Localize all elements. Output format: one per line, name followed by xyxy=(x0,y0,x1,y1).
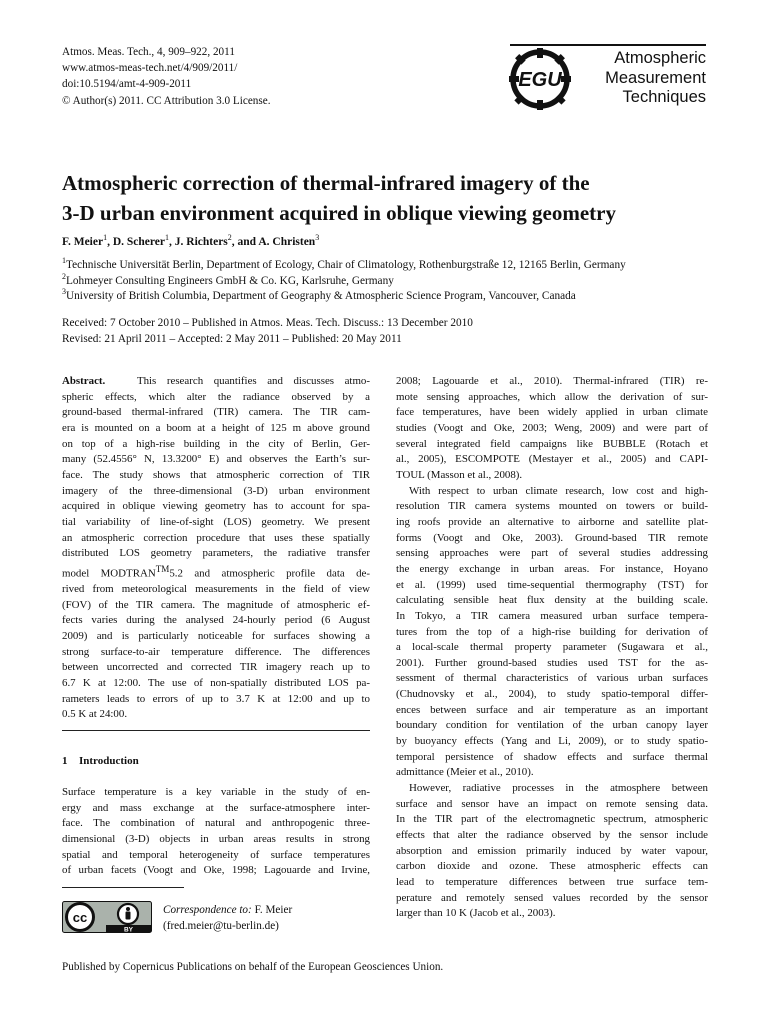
abstract-text: era is mounted on a boom at a height of 125 m above ground xyxy=(62,421,370,434)
abstract-line xyxy=(62,515,370,531)
affiliation-list xyxy=(62,258,626,305)
body-text-line: of urban facets (Voogt and Oke, 1998; Lagouarde and Irvine, xyxy=(62,864,370,877)
body-text-line: tures from the top of a high-rise building for derivation of xyxy=(396,625,708,638)
body-text-line: face temperatures, have been widely applied in urban climate xyxy=(396,406,708,419)
section-number: 1 xyxy=(62,755,68,767)
abstract-text: rameters leads to errors of up to 3.7 K at 12:00 and up to xyxy=(62,692,370,705)
paper-title xyxy=(62,168,712,228)
correspondence-email[interactable]: (fred.meier@tu-berlin.de) xyxy=(163,920,279,932)
abstract-text: spheric effects, which alter the radiance observed by a xyxy=(62,390,370,403)
body-text-line: (Chudnovsky et al., 2004), to study spatio-temporal differ- xyxy=(396,688,708,701)
abstract-text: model MODTRAN xyxy=(62,567,156,580)
abstract-text: many (52.4556° N, 13.3200° E) and observes the Earth’s sur- xyxy=(62,453,370,466)
logo-letters: EGU xyxy=(518,69,562,91)
body-text-line: effects that alter the radiance observed by the sensor include xyxy=(396,829,708,842)
journal-name-line3: Techniques xyxy=(622,88,706,106)
title-line-1: Atmospheric correction of thermal-infrared imagery of the xyxy=(62,171,590,195)
body-text-line: dimensional (3-D) objects in urban areas results in strong xyxy=(62,832,370,845)
body-text-line: resolution TIR camera systems mounted on towers or build- xyxy=(396,500,708,513)
abstract xyxy=(62,374,370,723)
author-affiliation-mark: 3 xyxy=(315,233,320,243)
affiliation-text: Technische Universität Berlin, Department of Ecology, Chair of Climatology, Rothenburgstraße 12, 12165 Berlin, Germany xyxy=(66,259,626,271)
abstract-text: face. The study shows that atmospheric correction of TIR xyxy=(62,468,370,481)
section-heading-introduction xyxy=(62,755,139,767)
author-separator: , and xyxy=(231,236,259,248)
abstract-line xyxy=(62,421,370,437)
affiliation-number: 1 xyxy=(62,256,66,266)
abstract-line xyxy=(62,598,370,614)
body-text-line: boundary condition for ventilation of the urban canopy layer xyxy=(396,719,708,732)
journal-logo xyxy=(508,44,708,114)
abstract-text: fects varies during the analysed 24-hourly period (6 August xyxy=(62,614,370,627)
body-text-line: spatial and temporal heterogeneity of surface temperatures xyxy=(62,848,370,861)
footnote-rule xyxy=(62,887,184,888)
journal-name xyxy=(605,49,706,108)
body-text-line: the energy exchange in urban areas. For instance, Hoyano xyxy=(396,562,708,575)
affiliation-text: Lohmeyer Consulting Engineers GmbH & Co. KG, Karlsruhe, Germany xyxy=(66,274,394,287)
dates-line-2: Revised: 21 April 2011 – Accepted: 2 May 2011 – Published: 20 May 2011 xyxy=(62,332,402,345)
body-text-line: perature and remotely sensed values recorded by the sensor xyxy=(396,891,708,904)
abstract-line xyxy=(62,468,370,484)
body-text-line: larger than 10 K (Jacob et al., 2003). xyxy=(396,907,556,920)
correspondence-note xyxy=(163,902,292,934)
author-separator: , xyxy=(169,236,175,248)
body-text-line: ing roofs provide an alternative to airborne and satellite plat- xyxy=(396,515,708,528)
abstract-text: between uncorrected and corrected TIR imagery reach up to xyxy=(62,661,370,674)
body-text-line: several integrated field campaigns like BUBBLE (Rotach et xyxy=(396,437,708,450)
abstract-line xyxy=(62,676,370,692)
abstract-text: ground-based thermal-infrared (TIR) camera. The TIR cam- xyxy=(62,406,370,419)
abstract-line xyxy=(62,484,370,500)
abstract-text: rived from meteorological measurements in the field of view xyxy=(62,583,370,596)
body-text-line: ences between surface and air temperature as an important xyxy=(396,703,708,716)
doi-line[interactable]: doi:10.5194/amt-4-909-2011 xyxy=(62,78,192,91)
egu-logo-icon xyxy=(508,46,572,110)
abstract-line xyxy=(62,582,370,598)
affiliation-text: University of British Columbia, Department of Geography & Atmospheric Science Program, Vancouver, Canada xyxy=(66,290,576,302)
body-text-line: 2008; Lagouarde et al., 2010). Thermal-infrared (TIR) re- xyxy=(396,375,708,387)
abstract-line xyxy=(62,452,370,468)
body-text-line: et al. (1999) used time-sequential thermography (TST) for xyxy=(396,578,708,591)
body-text-line: a local-scale thermal property parameter (Sugawara et al., xyxy=(396,641,708,654)
abstract-line xyxy=(62,692,370,708)
body-text-line: carbon dioxide and ozone. These atmospheric effects can xyxy=(396,860,708,873)
introduction-text-right xyxy=(396,374,708,922)
author-affiliation-mark: 1 xyxy=(103,233,108,243)
abstract-text: an atmospheric correction procedure that uses these spatially xyxy=(62,531,370,544)
abstract-line xyxy=(62,437,370,453)
body-text-line: admittance (Meier et al., 2010). xyxy=(396,766,534,779)
body-text-line: 2001). Further ground-based studies used TST for the as- xyxy=(396,656,708,669)
abstract-line xyxy=(62,531,370,547)
abstract-text: 0.5 K at 24:00. xyxy=(62,708,128,721)
abstract-line xyxy=(62,546,370,562)
abstract-line xyxy=(62,613,370,629)
affiliation-number: 3 xyxy=(62,287,66,297)
page-footer: Published by Copernicus Publications on behalf of the European Geosciences Union. xyxy=(62,961,444,973)
cc-badge-text: cc xyxy=(72,910,88,925)
abstract-line xyxy=(62,645,370,661)
abstract-text: on top of a high-rise building in the city of Berlin, Ger- xyxy=(62,437,370,450)
author-name: A. Christen xyxy=(258,236,316,248)
body-text-line: forms (Voogt and Oke, 2003). Ground-based TIR remote xyxy=(396,531,708,544)
body-text-line: studies (Voogt and Oke, 2003; Weng, 2009) and were part of xyxy=(396,421,708,434)
citation-line: Atmos. Meas. Tech., 4, 909–922, 2011 xyxy=(62,46,235,58)
body-text-line: by buoyancy effects (Yang and Li, 2009), or to study spatio- xyxy=(396,735,708,748)
body-text-line: calculating sensible heat flux density at the building scale. xyxy=(396,594,708,607)
abstract-text: This research quantifies and discusses atmo- xyxy=(136,375,370,387)
cc-by-license-icon xyxy=(62,901,152,933)
title-line-2: 3-D urban environment acquired in oblique viewing geometry xyxy=(62,201,616,225)
body-text-line: surface and sensor have an impact on remote sensing data. xyxy=(396,797,708,810)
by-badge-text: BY xyxy=(123,926,134,933)
journal-name-line2: Measurement xyxy=(605,68,706,87)
author-name: F. Meier xyxy=(62,236,104,248)
section-divider xyxy=(62,730,370,731)
body-text-line: mote sensing approaches, which allow the derivation of sur- xyxy=(396,390,708,403)
article-citation-block xyxy=(62,44,271,109)
author-list xyxy=(62,233,320,248)
publication-dates xyxy=(62,316,473,347)
abstract-line xyxy=(62,499,370,515)
body-text-line: sessment of thermal characteristics of various urban surfaces xyxy=(396,672,708,685)
body-text-line: In Tokyo, a TIR camera measured urban surface tempera- xyxy=(396,609,708,622)
body-text-line: However, radiative processes in the atmosphere between xyxy=(409,782,708,795)
affiliation-item xyxy=(62,271,626,290)
body-text-line: sensing approaches were part of several studies addressing xyxy=(396,547,708,560)
introduction-text-left xyxy=(62,785,370,879)
license-line: © Author(s) 2011. CC Attribution 3.0 License. xyxy=(62,94,271,107)
abstract-text: 5.2 and atmospheric profile data de- xyxy=(169,567,371,580)
author-name: D. Scherer xyxy=(112,236,166,248)
journal-name-line1: Atmospheric xyxy=(614,49,706,67)
abstract-line xyxy=(62,562,370,582)
body-text-line: In the TIR part of the electromagnetic spectrum, atmospheric xyxy=(396,813,708,826)
abstract-label: Abstract. xyxy=(62,375,106,387)
body-text-line: With respect to urban climate research, low cost and high- xyxy=(409,484,708,497)
affiliation-number: 2 xyxy=(62,271,66,281)
abstract-text: distributed LOS geometry parameters, the radiative transfer xyxy=(62,547,370,560)
body-text-line: Surface temperature is a key variable in the study of en- xyxy=(62,786,370,798)
section-title: Introduction xyxy=(79,755,139,767)
author-affiliation-mark: 1 xyxy=(165,233,170,243)
abstract-text: tial variability of line-of-sight (LOS) geometry. We present xyxy=(62,515,370,528)
author-name: J. Richters xyxy=(174,236,228,248)
abstract-line xyxy=(62,405,370,421)
author-separator: , xyxy=(107,236,113,248)
abstract-line xyxy=(62,660,370,676)
abstract-line xyxy=(62,707,370,723)
abstract-line xyxy=(62,629,370,645)
body-text-line: lead to temperature differences between true surface tem- xyxy=(396,876,708,888)
correspondence-label: Correspondence to: xyxy=(163,904,252,916)
affiliation-item xyxy=(62,258,626,274)
abstract-line xyxy=(62,374,370,390)
abstract-text: (FOV) of the TIR camera. The magnitude of atmospheric ef- xyxy=(62,598,370,611)
dates-line-1: Received: 7 October 2010 – Published in Atmos. Meas. Tech. Discuss.: 13 December 2010 xyxy=(62,317,473,329)
body-text-line: TOUL (Masson et al., 2008). xyxy=(396,468,523,481)
abstract-text: 6.7 K at 12:00. The use of non-spatially distributed LOS pa- xyxy=(62,677,370,690)
abstract-text: acquired in oblique viewing geometry has to account for spa- xyxy=(62,500,370,513)
body-text-line: al., 2005), ESCOMPOTE (Mestayer et al., 2005) and CAPI- xyxy=(396,453,708,466)
body-text-line: absorption and emission primarily induced by water vapour, xyxy=(396,844,708,857)
body-text-line: face. The combination of natural and anthropogenic three- xyxy=(62,817,370,830)
author-affiliation-mark: 2 xyxy=(227,233,232,243)
article-url[interactable]: www.atmos-meas-tech.net/4/909/2011/ xyxy=(62,62,238,75)
abstract-text: strong surface-to-air temperature difference. The differences xyxy=(62,645,370,658)
abstract-text: imagery of the three-dimensional (3-D) urban environment xyxy=(62,484,370,497)
abstract-text: 2009) and is particularly noticeable for surfaces showing a xyxy=(62,630,370,643)
trademark-mark: TM xyxy=(155,563,170,574)
abstract-line xyxy=(62,390,370,406)
body-text-line: temporal persistence of shadow effects and surface thermal xyxy=(396,750,708,763)
affiliation-item xyxy=(62,289,626,305)
body-text-line: ergy and mass exchange at the surface-atmosphere inter- xyxy=(62,801,370,814)
correspondence-name: F. Meier xyxy=(254,904,293,916)
